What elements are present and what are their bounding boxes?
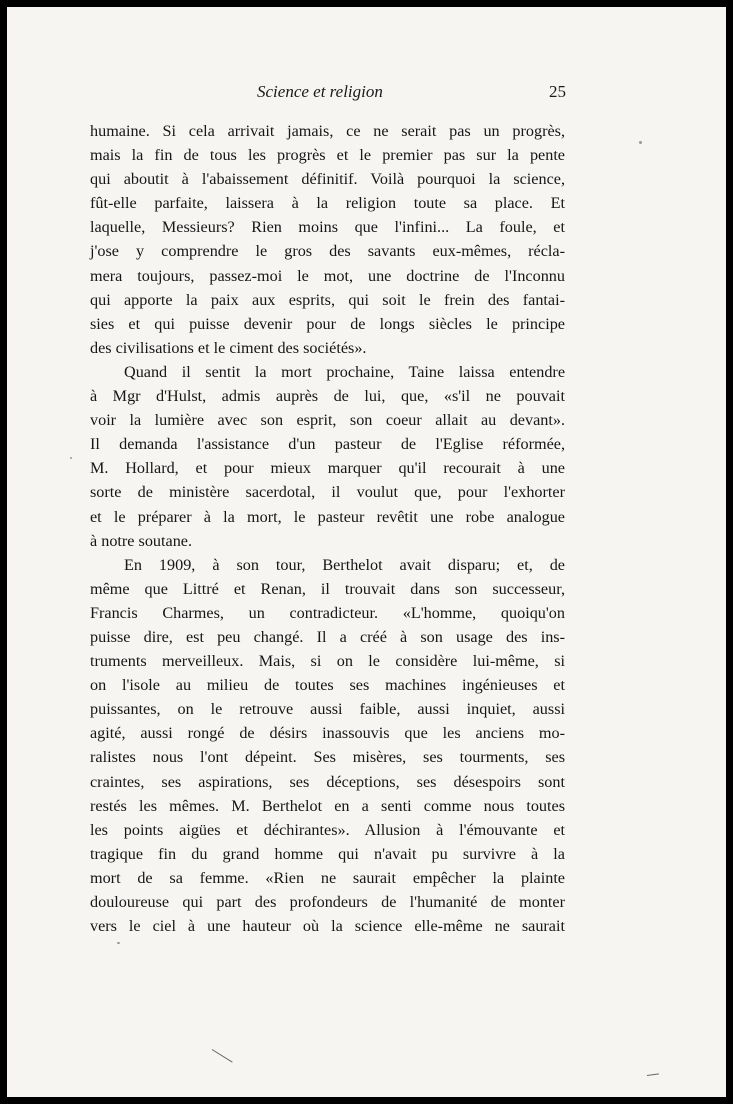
- text-line: agité, aussi rongé de désirs inassouvis que les anciens mo-: [90, 724, 565, 743]
- text-line: puissantes, on le retrouve aussi faible, aussi inquiet, aussi: [90, 700, 565, 719]
- text-line: mera toujours, passez-moi le mot, une doctrine de l'Inconnu: [90, 266, 565, 285]
- text-line: M. Hollard, et pour mieux marquer qu'il recourait à une: [90, 459, 565, 478]
- text-line: et le préparer à la mort, le pasteur revêtit une robe analogue: [90, 507, 565, 526]
- text-line: qui apporte la paix aux esprits, qui soit le frein des fantai-: [90, 290, 565, 309]
- text-line: on l'isole au milieu de toutes ses machines ingénieuses et: [90, 676, 565, 695]
- page-header: [7, 82, 726, 108]
- scan-speck: [70, 457, 72, 459]
- text-line: Il demanda l'assistance d'un pasteur de l'Eglise réformée,: [90, 435, 565, 454]
- text-line: sorte de ministère sacerdotal, il voulut que, pour l'exhorter: [90, 483, 565, 502]
- text-line: mais la fin de tous les progrès et le premier pas sur la pente: [90, 146, 565, 165]
- text-line: voir la lumière avec son esprit, son coeur allait au devant».: [90, 411, 565, 430]
- text-line: qui aboutit à l'abaissement définitif. Voilà pourquoi la science,: [90, 170, 565, 189]
- running-title: Science et religion: [257, 82, 383, 101]
- text-line: à Mgr d'Hulst, admis auprès de lui, que, «s'il ne pouvait: [90, 387, 565, 406]
- text-line: Quand il sentit la mort prochaine, Taine laissa entendre: [124, 362, 565, 381]
- text-line: laquelle, Messieurs? Rien moins que l'infini... La foule, et: [90, 218, 565, 237]
- text-line: j'ose y comprendre le gros des savants eux-mêmes, récla-: [90, 242, 565, 261]
- text-line: En 1909, à son tour, Berthelot avait disparu; et, de: [124, 555, 565, 574]
- text-line: Francis Charmes, un contradicteur. «L'homme, quoiqu'on: [90, 603, 565, 622]
- scan-speck: [639, 141, 642, 144]
- scan-stroke: [647, 1073, 659, 1076]
- text-line: tragique fin du grand homme qui n'avait pu survivre à la: [90, 844, 565, 863]
- paragraph: [90, 360, 565, 553]
- text-line: puisse dire, est peu changé. Il a créé à son usage des ins-: [90, 627, 565, 646]
- scan-speck: [117, 942, 120, 944]
- paragraph: [90, 553, 565, 939]
- text-line: douloureuse qui part des profondeurs de l'humanité de monter: [90, 893, 565, 911]
- text-line: humaine. Si cela arrivait jamais, ce ne serait pas un progrès,: [90, 122, 565, 140]
- page-number: 25: [549, 82, 566, 101]
- book-page: [7, 7, 726, 1097]
- text-line: mort de sa femme. «Rien ne saurait empêcher la plainte: [90, 868, 565, 887]
- text-line: sies et qui puisse devenir pour de longs siècles le principe: [90, 314, 565, 333]
- text-line: même que Littré et Renan, il trouvait dans son successeur,: [90, 579, 565, 598]
- text-line: craintes, ses aspirations, ses déceptions, ses désespoirs sont: [90, 772, 565, 791]
- text-line: à notre soutane.: [90, 531, 193, 550]
- text-line: truments merveilleux. Mais, si on le considère lui-même, si: [90, 652, 565, 671]
- text-line: les points aigües et déchirantes». Allusion à l'émouvante et: [90, 820, 565, 839]
- scan-stroke: [212, 1049, 233, 1063]
- text-line: des civilisations et le ciment des sociétés».: [90, 338, 367, 357]
- body-text: [90, 119, 565, 938]
- text-line: vers le ciel à une hauteur où la science elle-même ne saurait: [90, 917, 565, 936]
- text-line: ralistes nous l'ont dépeint. Ses misères, ses tourments, ses: [90, 748, 565, 767]
- text-line: restés les mêmes. M. Berthelot en a senti comme nous toutes: [90, 796, 565, 815]
- paragraph: [90, 119, 565, 360]
- text-line: fût-elle parfaite, laissera à la religion toute sa place. Et: [90, 194, 565, 213]
